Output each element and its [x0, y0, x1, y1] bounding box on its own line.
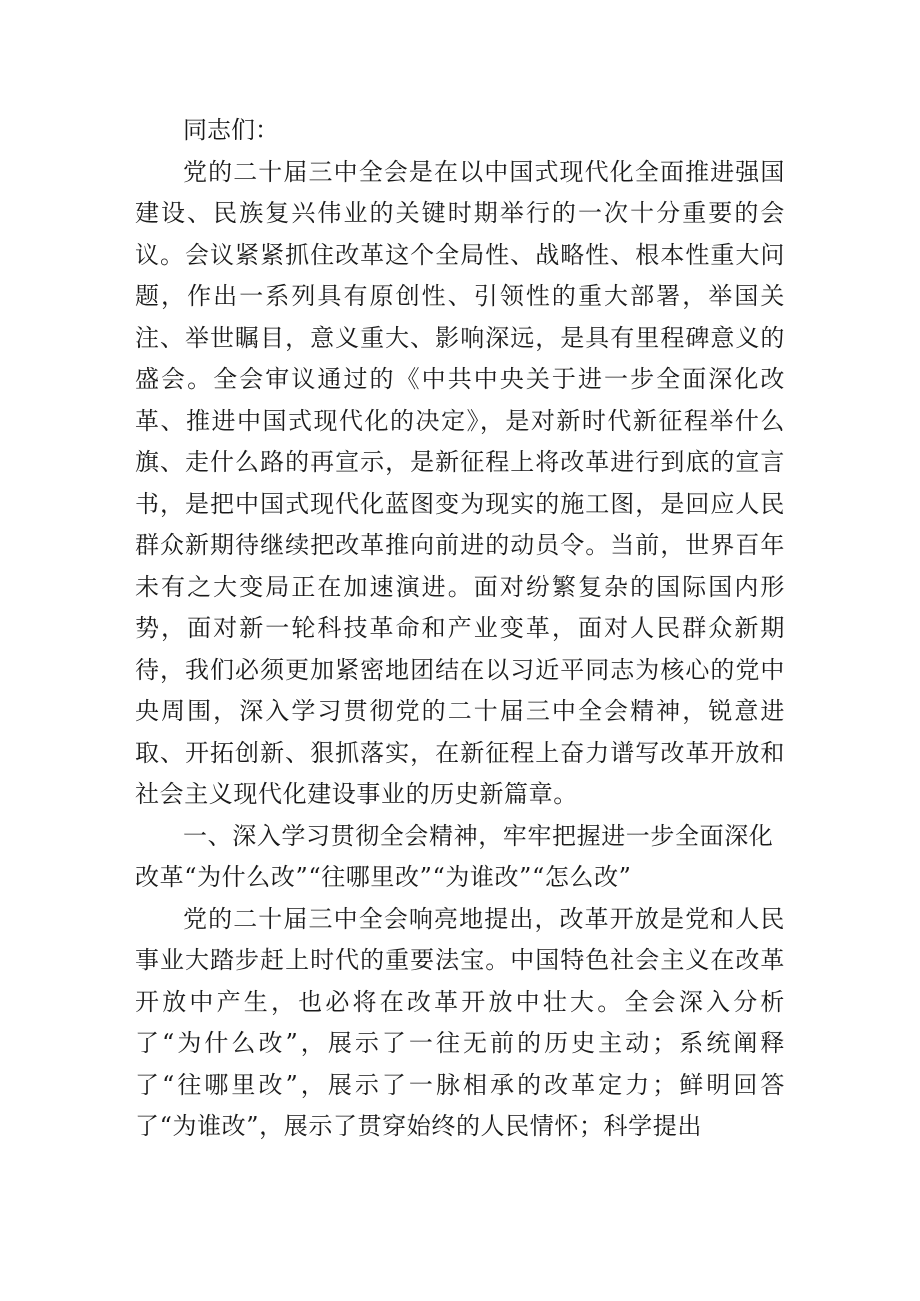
salutation: 同志们： [183, 116, 279, 144]
document-body [135, 110, 785, 1148]
intro-paragraph: 党的二十届三中全会是在以中国式现代化全面推进强国建设、民族复兴伟业的关键时期举行的一次十分重要的会议。会议紧紧抓住改革这个全局性、战略性、根本性重大问题，作出一系列具有原创性、引领性的重大部署，举国关注、举世瞩目，意义重大、影响深远，是具有里程碑意义的盛会。全会审议通过的《中共中央关于进一步全面深化改革、推进中国式现代化的决定》，是对新时代新征程举什么旗、走什么路的再宣示，是新征程上将改革进行到底的宣言书，是把中国式现代化蓝图变为现实的施工图，是回应人民群众新期待继续把改革推向前进的动员令。当前，世界百年未有之大变局正在加速演进。面对纷繁复杂的国际国内形势，面对新一轮科技革命和产业变革，面对人民群众新期待，我们必须更加紧密地团结在以习近平同志为核心的党中央周围，深入学习贯彻党的二十届三中全会精神，锐意进取、开拓创新、狠抓落实，在新征程上奋力谱写改革开放和社会主义现代化建设事业的历史新篇章。 [135, 157, 785, 808]
section-heading: 一、深入学习贯彻全会精神，牢牢把握进一步全面深化改革“为什么改”“往哪里改”“为谁改”“怎么改” [135, 821, 774, 891]
section-paragraph: 党的二十届三中全会响亮地提出，改革开放是党和人民事业大踏步赶上时代的重要法宝。中国特色社会主义在改革开放中产生，也必将在改革开放中壮大。全会深入分析了“为什么改”，展示了一往无前的历史主动；系统阐释了“往哪里改”，展示了一脉相承的改革定力；鲜明回答了“为谁改”，展示了贯穿始终的人民情怀；科学提出 [135, 904, 785, 1140]
